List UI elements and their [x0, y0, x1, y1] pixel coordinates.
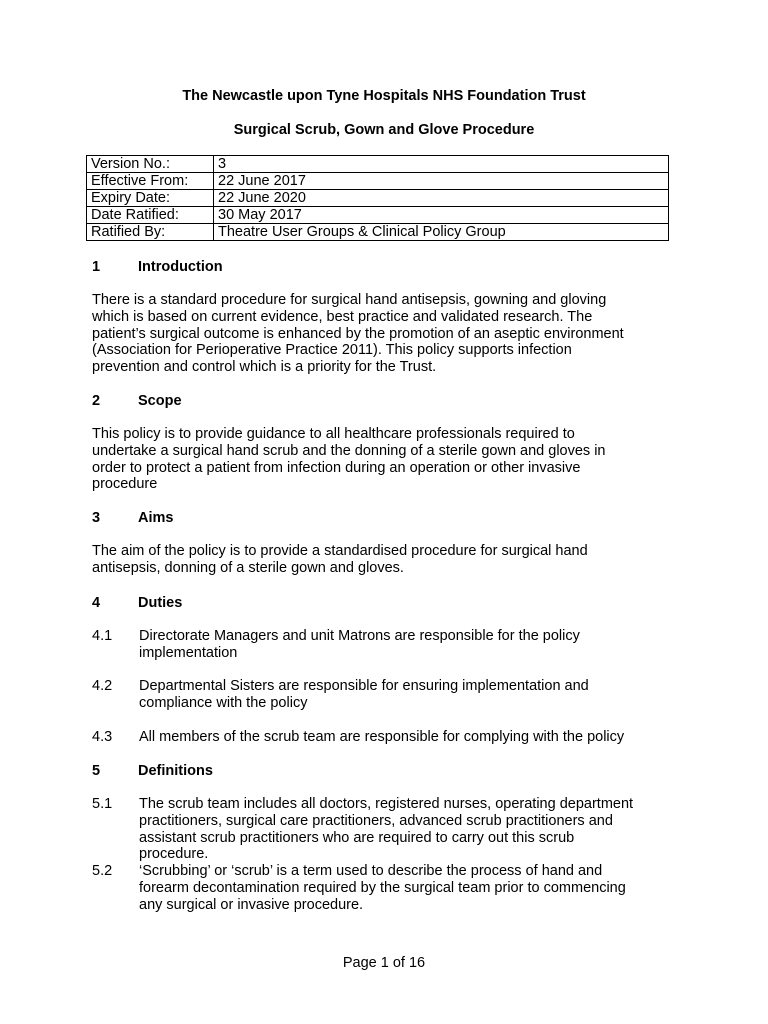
section-heading-aims — [92, 509, 173, 527]
paragraph-line: This policy is to provide guidance to all healthcare professionals required to — [92, 426, 575, 442]
aims-paragraph — [92, 543, 682, 577]
item-line: practitioners, surgical care practitioners, advanced scrub practitioners and — [139, 812, 613, 829]
meta-label: Version No.: — [87, 156, 214, 173]
document-title: Surgical Scrub, Gown and Glove Procedure — [233, 122, 535, 138]
section-number: 1 — [92, 259, 101, 275]
section-number: 5 — [92, 763, 101, 779]
paragraph-line: which is based on current evidence, best practice and validated research. The — [92, 308, 593, 325]
meta-label: Date Ratified: — [87, 207, 214, 224]
item-line: compliance with the policy — [139, 694, 308, 711]
item-line: forearm decontamination required by the surgical team prior to commencing — [139, 879, 626, 896]
meta-label: Expiry Date: — [87, 190, 214, 207]
table-row — [87, 207, 669, 224]
section-title: Duties — [138, 595, 183, 611]
table-row — [87, 173, 669, 190]
organisation-title: The Newcastle upon Tyne Hospitals NHS Foundation Trust — [182, 88, 586, 104]
section-heading-duties — [92, 594, 182, 612]
item-line: procedure. — [139, 846, 209, 863]
list-item — [92, 628, 682, 662]
paragraph-line: prevention and control which is a priority for the Trust. — [92, 359, 437, 376]
scope-paragraph — [92, 426, 682, 493]
item-line: any surgical or invasive procedure. — [139, 896, 364, 913]
list-item — [92, 729, 682, 746]
item-line: ‘Scrubbing’ or ‘scrub’ is a term used to describe the process of hand and — [139, 863, 603, 879]
item-line: The scrub team includes all doctors, registered nurses, operating department — [139, 796, 634, 812]
section-title: Aims — [138, 510, 174, 526]
section-title: Definitions — [138, 763, 213, 779]
item-line: implementation — [139, 644, 238, 661]
item-number: 5.2 — [92, 863, 113, 879]
section-heading-scope — [92, 392, 182, 410]
item-number: 4.1 — [92, 628, 113, 644]
section-heading-definitions — [92, 762, 213, 780]
meta-value: Theatre User Groups & Clinical Policy Group — [214, 224, 669, 241]
paragraph-line: order to protect a patient from infection during an operation or other invasive — [92, 459, 581, 476]
page-number: Page 1 of 16 — [342, 955, 426, 971]
paragraph-line: procedure — [92, 476, 158, 493]
document-meta-table — [86, 155, 669, 241]
section-number: 4 — [92, 595, 101, 611]
meta-value: 3 — [214, 156, 669, 173]
section-number: 3 — [92, 510, 101, 526]
paragraph-line: There is a standard procedure for surgical hand antisepsis, gowning and gloving — [92, 292, 607, 308]
meta-value: 22 June 2020 — [214, 190, 669, 207]
table-row — [87, 224, 669, 241]
meta-value: 22 June 2017 — [214, 173, 669, 190]
table-row — [87, 190, 669, 207]
paragraph-line: The aim of the policy is to provide a standardised procedure for surgical hand — [92, 543, 588, 559]
paragraph-line: patient’s surgical outcome is enhanced by the promotion of an aseptic environment — [92, 325, 624, 342]
item-line: All members of the scrub team are responsible for complying with the policy — [139, 729, 625, 745]
item-line: Departmental Sisters are responsible for ensuring implementation and — [139, 678, 589, 694]
meta-label: Ratified By: — [87, 224, 214, 241]
section-title: Scope — [138, 393, 182, 409]
introduction-paragraph — [92, 292, 682, 376]
paragraph-line: antisepsis, donning of a sterile gown and gloves. — [92, 559, 404, 576]
item-line: Directorate Managers and unit Matrons are responsible for the policy — [139, 628, 580, 644]
section-number: 2 — [92, 393, 101, 409]
meta-label: Effective From: — [87, 173, 214, 190]
list-item — [92, 863, 682, 913]
paragraph-line: (Association for Perioperative Practice 2011). This policy supports infection — [92, 342, 572, 359]
section-title: Introduction — [138, 259, 223, 275]
table-row — [87, 156, 669, 173]
section-heading-introduction — [92, 258, 223, 276]
item-number: 4.2 — [92, 678, 113, 694]
item-number: 4.3 — [92, 729, 113, 745]
list-item — [92, 678, 682, 712]
item-number: 5.1 — [92, 796, 113, 812]
meta-value: 30 May 2017 — [214, 207, 669, 224]
list-item — [92, 796, 682, 863]
item-line: assistant scrub practitioners who are required to carry out this scrub — [139, 829, 575, 846]
paragraph-line: undertake a surgical hand scrub and the donning of a sterile gown and gloves in — [92, 442, 606, 459]
